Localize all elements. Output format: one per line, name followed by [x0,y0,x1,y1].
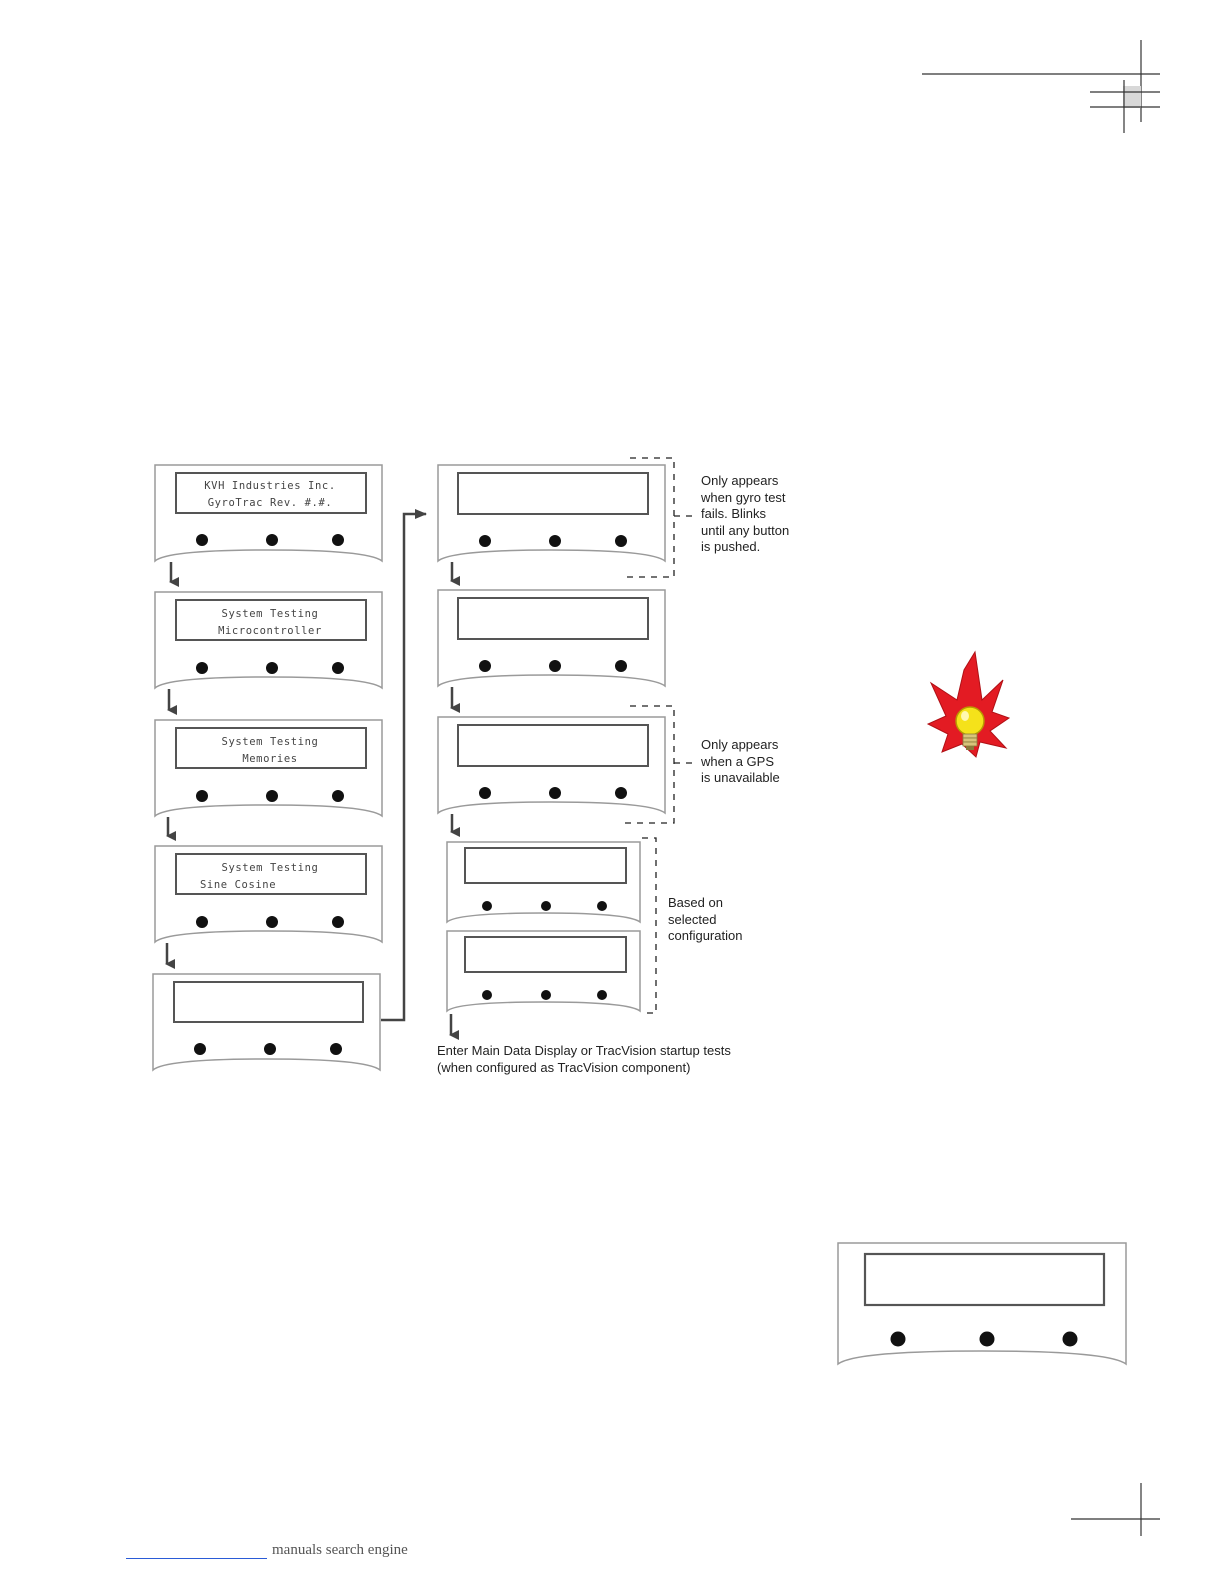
button-center [266,790,278,802]
button-left [479,787,491,799]
display-unit-1 [155,465,382,561]
button-center [266,662,278,674]
note-line: Only appears [701,473,779,488]
button-left [196,534,208,546]
display-unit-2 [155,592,382,688]
button-left [479,660,491,672]
lcd-line-2: Memories [242,753,298,765]
note-line: Enter Main Data Display or TracVision startup tests [437,1043,731,1058]
note-line: selected [668,911,717,927]
button-left [482,990,492,1000]
note-line: fails. Blinks [701,506,767,521]
dashed-bracket-config [642,838,656,1013]
button-center [980,1332,995,1347]
note-config [668,895,742,945]
lcd-line-2: Sine Cosine [200,879,277,891]
display-unit-standalone [838,1243,1126,1364]
button-left [482,901,492,911]
lcd-line-1: KVH Industries Inc. [204,480,336,492]
button-left [196,662,208,674]
display-unit-4 [155,846,382,942]
button-right [1063,1332,1078,1347]
note-line: Only appears [701,737,779,752]
lcd-screen [458,725,648,766]
lcd-line-1: System Testing [221,608,319,620]
lcd-line-2: Microcontroller [218,625,322,637]
display-unit-6 [438,465,665,561]
button-left [196,916,208,928]
button-center [266,916,278,928]
display-unit-3 [155,720,382,816]
button-center [549,787,561,799]
button-center [266,534,278,546]
display-unit-5 [153,974,380,1070]
button-left [891,1332,906,1347]
button-center [541,990,551,1000]
display-unit-8 [438,717,665,813]
lcd-screen [174,982,363,1022]
lcd-screen [465,937,626,972]
note-line: Based on [668,895,723,910]
note-line: configuration [668,928,743,943]
note-line: when a GPS [701,753,774,769]
note-line: (when configured as TracVision component) [437,1059,691,1075]
button-left [194,1043,206,1055]
display-unit-10 [447,931,640,1011]
button-center [549,535,561,547]
button-right [615,660,627,672]
footer-text: manuals search engine [272,1542,408,1558]
lcd-screen [458,598,648,639]
note-line: when gyro test [701,489,786,505]
lightbulb-burst-icon [928,652,1009,757]
display-unit-9 [447,842,640,922]
button-right [332,916,344,928]
button-right [330,1043,342,1055]
note-line: is pushed. [701,539,761,554]
lcd-line-1: System Testing [221,862,319,874]
note-gps [701,737,780,787]
button-right [332,534,344,546]
column-connector-arrow [381,514,426,1020]
note-line: until any button [701,522,790,538]
note-exit [437,1043,731,1076]
lcd-screen [865,1254,1104,1305]
lcd-line-1: System Testing [221,736,319,748]
button-right [597,901,607,911]
button-center [541,901,551,911]
note-line: is unavailable [701,770,780,785]
button-right [332,662,344,674]
button-center [264,1043,276,1055]
crop-marks-top [922,40,1160,133]
button-right [332,790,344,802]
button-right [597,990,607,1000]
button-right [615,787,627,799]
button-left [196,790,208,802]
lcd-screen [458,473,648,514]
button-left [479,535,491,547]
lcd-line-2: GyroTrac Rev. #.#. [207,497,333,509]
footer [126,1542,408,1559]
button-right [615,535,627,547]
note-gyro-fail [701,473,789,556]
crop-marks-bottom [1071,1483,1160,1536]
button-center [549,660,561,672]
lcd-screen [465,848,626,883]
display-unit-7 [438,590,665,686]
footer-link[interactable] [126,1543,267,1559]
